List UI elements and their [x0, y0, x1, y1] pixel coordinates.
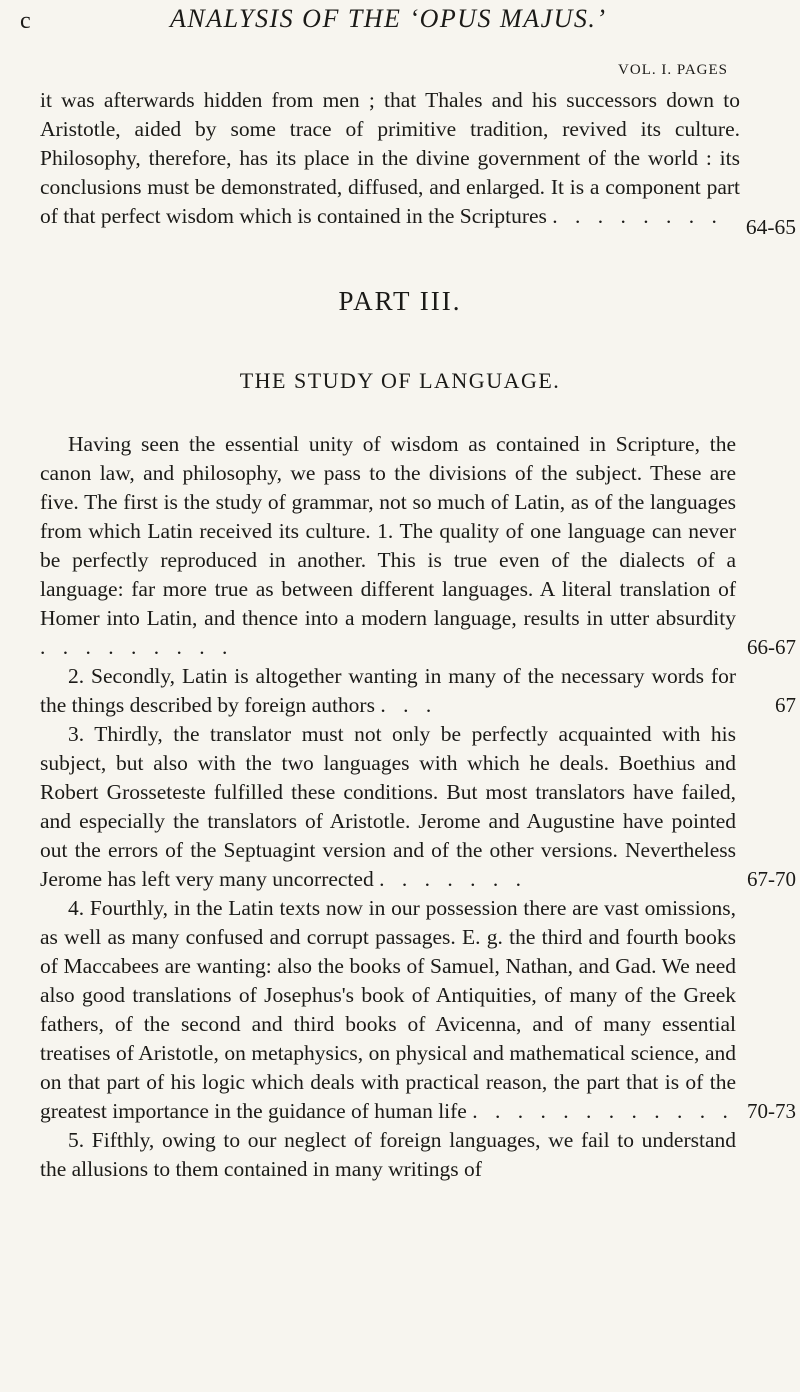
paragraph-3: [40, 720, 796, 894]
running-title: ANALYSIS OF THE ‘OPUS MAJUS.’: [170, 4, 607, 33]
body-text: [40, 430, 796, 1184]
page-reference: 67-70: [747, 867, 796, 891]
paragraph-4: [40, 894, 796, 1126]
leader-dots: . . . . . . . . . . . .: [472, 1099, 734, 1123]
page-reference: 64-65: [745, 215, 796, 239]
page-reference: 67: [775, 693, 796, 717]
part-title: PART III.: [338, 286, 462, 316]
paragraph-1: [40, 430, 796, 662]
intro-text: it was afterwards hidden from men ; that Thales and his successors down to Aristotle, aided by some trace of primitive tradition, revived its culture. Philosophy, therefore, has its place in the divine government of the world : its conclusions must be demonstrated, diffused, and enlarged. It is a component part of that perfect wisdom which is contained in the Scriptures: [40, 88, 740, 228]
page-reference: 70-73: [747, 1099, 796, 1123]
leader-dots: . . . . . . .: [379, 867, 527, 891]
paragraph-text: 5. Fifthly, owing to our neglect of foreign languages, we fail to understand the allusions to them contained in many writings of: [40, 1128, 736, 1181]
paragraph-text: 2. Secondly, Latin is altogether wanting in many of the necessary words for the things described by foreign authors: [40, 664, 736, 717]
leader-dots: . . . . . . . .: [552, 204, 723, 228]
intro-paragraph: [40, 86, 796, 246]
corner-letter: c: [20, 8, 31, 34]
paragraph-text: 3. Thirdly, the translator must not only be perfectly acquainted with his subject, but also with the two languages with which he deals. Boethius and Robert Grosseteste fulfilled these conditions. But most translators have failed, and especially the translators of Aristotle. Jerome and Augustine have pointed out the errors of the Septuagint version and of the other versions. Nevertheless Jerome has left very many uncorrected: [40, 722, 736, 891]
section-title: THE STUDY OF LANGUAGE.: [239, 368, 561, 393]
paragraph-text: Having seen the essential unity of wisdom as contained in Scripture, the canon law, and philosophy, we pass to the divisions of the subject. These are five. The first is the study of grammar, not so much of Latin, as of the languages from which Latin received its culture. 1. The quality of one language can never be perfectly reproduced in another. This is true even of the dialects of a language: far more true as between different languages. A literal translation of Homer into Latin, and thence into a modern language, results in utter absurdity: [40, 432, 736, 630]
paragraph-2: [40, 662, 796, 720]
vol-pages-label: VOL. I. PAGES: [618, 62, 728, 78]
leader-dots: . . . . . . . . .: [40, 635, 234, 659]
page-reference: 66-67: [747, 635, 796, 659]
paragraph-text: 4. Fourthly, in the Latin texts now in our possession there are vast omissions, as well as many confused and corrupt passages. E. g. the third and fourth books of Maccabees are wanting: also the books of Samuel, Nathan, and Gad. We need also good translations of Josephus's book of Antiquities, of many of the Greek fathers, of the second and third books of Avicenna, and of many essential treatises of Aristotle, on metaphysics, on physical and mathematical science, and on that part of his logic which deals with practical reason, the part that is of the greatest importance in the guidance of human life: [40, 896, 736, 1123]
leader-dots: . . .: [380, 693, 438, 717]
paragraph-5: [40, 1126, 740, 1184]
